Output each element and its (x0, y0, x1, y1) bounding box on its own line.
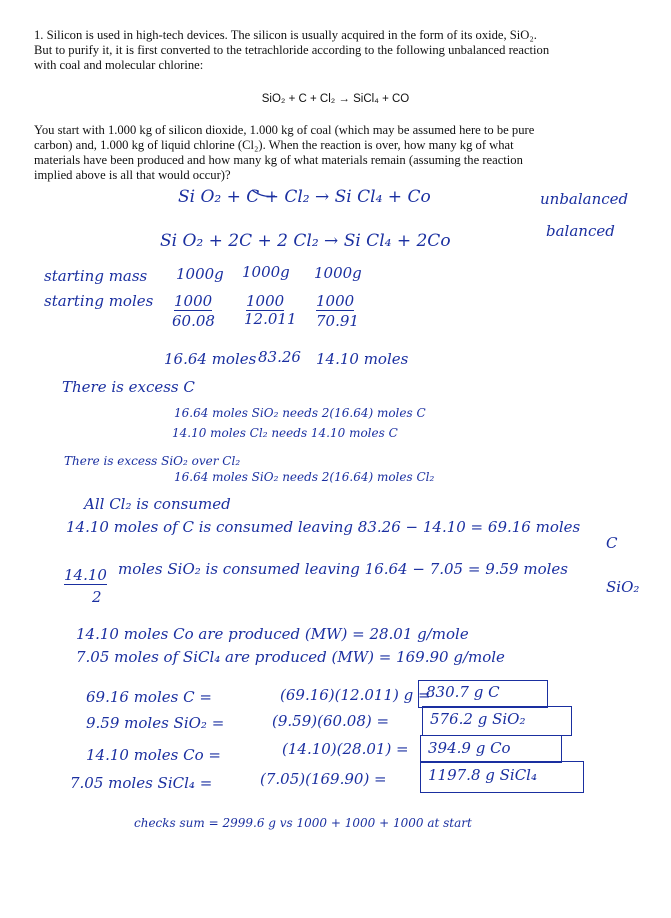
sio2-consumed-denominator: 2 (92, 588, 102, 606)
excess-c-line-3: 14.10 moles Cl₂ needs 14.10 moles C (172, 426, 398, 440)
moles-fraction-sio2-denominator: 60.08 (172, 312, 215, 330)
excess-c-statement: There is excess C (62, 378, 195, 396)
all-cl2-consumed: All Cl₂ is consumed (84, 495, 231, 513)
c-consumed-unit: C (606, 534, 618, 552)
calc-sicl4-result: 1197.8 g SiCl₄ (428, 766, 537, 784)
starting-mass-sio2: 1000g (176, 265, 224, 283)
sicl4-produced-line: 7.05 moles of SiCl₄ are produced (MW) = 169.90 g/mole (76, 648, 505, 666)
excess-sio2-statement: There is excess SiO₂ over Cl₂ (64, 454, 241, 468)
moles-fraction-cl2-numerator: 1000 (316, 292, 355, 310)
starting-mass-label: starting mass (44, 267, 148, 285)
question-line-1: You start with 1.000 kg of silicon dioxide, 1.000 kg of coal (which may be assumed here to be pure (34, 123, 535, 137)
c-consumed-line: 14.10 moles of C is consumed leaving 83.26 − 14.10 = 69.16 moles (66, 518, 581, 536)
problem-line-3: with coal and molecular chlorine: (34, 58, 204, 72)
calc-sicl4-mid: (7.05)(169.90) = (260, 770, 387, 788)
problem-line-1: 1. Silicon is used in high-tech devices. The silicon is usually acquired in the form of its oxide, SiO₂. (34, 28, 537, 42)
moles-c-result: 83.26 (258, 348, 301, 366)
calc-c-mid: (69.16)(12.011) g = (280, 686, 431, 704)
moles-sio2-result: 16.64 moles (164, 350, 257, 368)
calc-sio2-result: 576.2 g SiO₂ (430, 710, 526, 728)
ink-stroke (252, 190, 275, 196)
balanced-label: balanced (546, 222, 615, 240)
problem-line-2: But to purify it, it is first converted to the tetrachloride according to the following unbalanced reaction (34, 43, 550, 57)
calc-co-left: 14.10 moles Co = (86, 746, 221, 764)
excess-c-line-2: 16.64 moles SiO₂ needs 2(16.64) moles C (174, 406, 426, 420)
unbalanced-equation: Si O₂ + C + Cl₂ → Si Cl₄ + Co (178, 187, 431, 207)
excess-sio2-line-2: 16.64 moles SiO₂ needs 2(16.64) moles Cl₂ (174, 470, 435, 484)
calc-co-mid: (14.10)(28.01) = (282, 740, 409, 758)
calc-sio2-left: 9.59 moles SiO₂ = (86, 714, 225, 732)
calc-c-left: 69.16 moles C = (86, 688, 212, 706)
printed-reaction-equation: SiO₂ + C + Cl₂ → SiCl₄ + CO (261, 93, 410, 105)
starting-mass-c: 1000g (242, 263, 290, 281)
check-sum-line: checks sum = 2999.6 g vs 1000 + 1000 + 1000 at start (134, 816, 472, 830)
calc-co-result: 394.9 g Co (428, 739, 511, 757)
question-line-4: implied above is all that would occur)? (34, 168, 231, 182)
moles-cl2-result: 14.10 moles (316, 350, 409, 368)
calc-c-result: 830.7 g C (426, 683, 500, 701)
moles-fraction-sio2-numerator: 1000 (174, 292, 213, 310)
moles-fraction-cl2-denominator: 70.91 (316, 312, 359, 330)
calc-sio2-mid: (9.59)(60.08) = (272, 712, 390, 730)
unbalanced-label: unbalanced (540, 190, 629, 208)
sio2-consumed-line: moles SiO₂ is consumed leaving 16.64 − 7.05 = 9.59 moles (118, 560, 568, 578)
balanced-equation: Si O₂ + 2C + 2 Cl₂ → Si Cl₄ + 2Co (160, 231, 451, 251)
question-line-2: carbon) and, 1.000 kg of liquid chlorine (Cl₂). When the reaction is over, how many kg of what (34, 138, 514, 152)
moles-fraction-c-numerator: 1000 (246, 292, 285, 310)
moles-fraction-c-denominator: 12.011 (244, 310, 297, 328)
co-produced-line: 14.10 moles Co are produced (MW) = 28.01 g/mole (76, 625, 469, 643)
calc-sicl4-left: 7.05 moles SiCl₄ = (70, 774, 213, 792)
sio2-consumed-numerator: 14.10 (64, 566, 107, 584)
sio2-consumed-unit: SiO₂ (606, 578, 640, 596)
starting-moles-label: starting moles (44, 292, 154, 310)
starting-mass-cl2: 1000g (314, 264, 362, 282)
question-line-3: materials have been produced and how many kg of what materials remain (assuming the reaction (34, 153, 523, 167)
